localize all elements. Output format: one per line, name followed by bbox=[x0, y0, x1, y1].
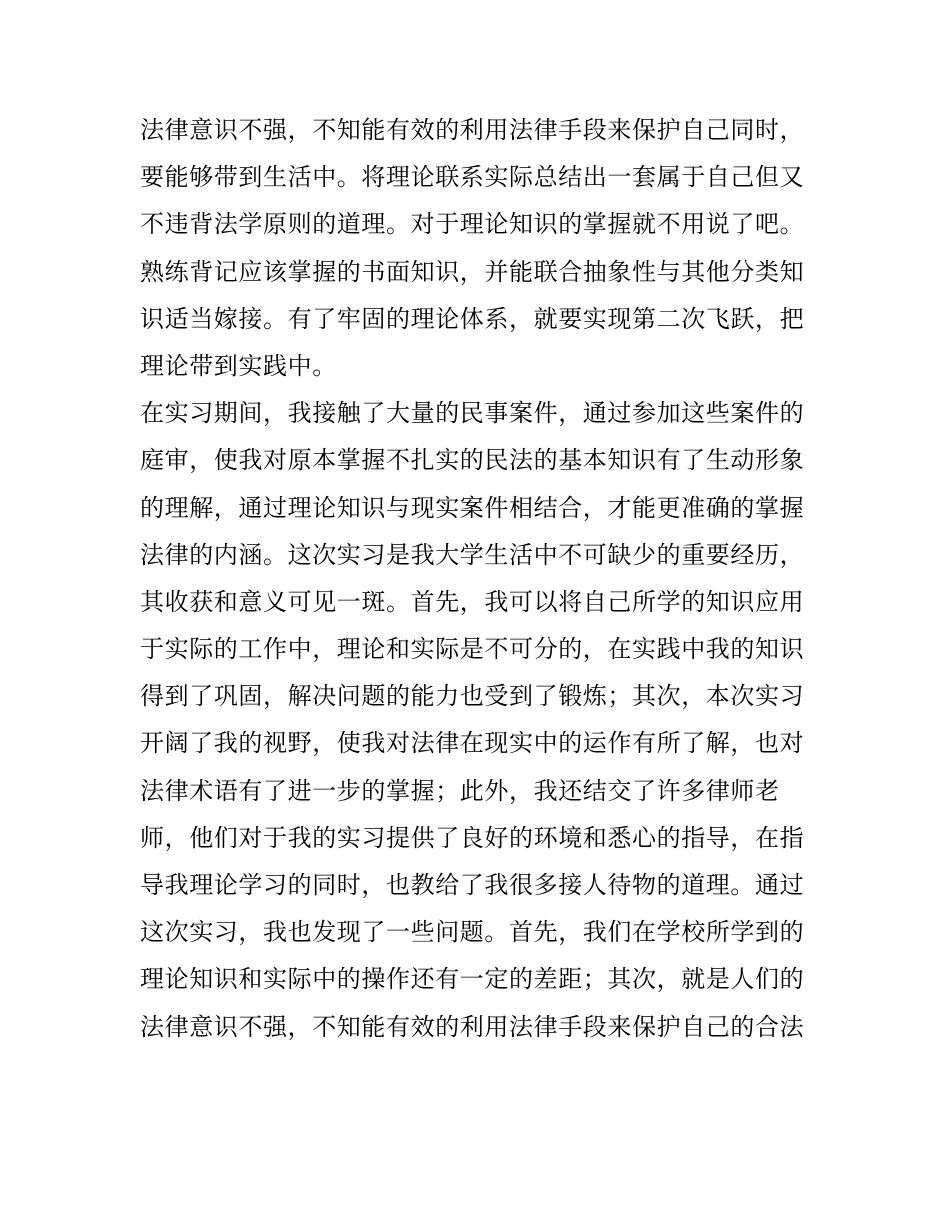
text-line: 这次实习，我也发现了一些问题。首先，我们在学校所学到的 bbox=[140, 918, 805, 947]
text-line: 理论知识和实际中的操作还有一定的差距；其次，就是人们的 bbox=[140, 965, 805, 994]
text-line: 法律术语有了进一步的掌握；此外，我还结交了许多律师老 bbox=[140, 776, 780, 805]
text-line: 法律的内涵。这次实习是我大学生活中不可缺少的重要经历， bbox=[140, 540, 805, 569]
body-text bbox=[140, 107, 830, 1051]
text-line: 师，他们对于我的实习提供了良好的环境和悉心的指导，在指 bbox=[140, 823, 805, 852]
text-line: 于实际的工作中，理论和实际是不可分的，在实践中我的知识 bbox=[140, 635, 805, 664]
text-line: 法律意识不强，不知能有效的利用法律手段来保护自己同时， bbox=[140, 116, 805, 144]
text-line: 不违背法学原则的道理。对于理论知识的掌握就不用说了吧。 bbox=[140, 210, 805, 239]
text-line: 其收获和意义可见一斑。首先，我可以将自己所学的知识应用 bbox=[140, 587, 805, 616]
text-line: 识适当嫁接。有了牢固的理论体系，就要实现第二次飞跃，把 bbox=[140, 304, 805, 333]
text-line: 导我理论学习的同时，也教给了我很多接人待物的道理。通过 bbox=[140, 871, 805, 899]
text-line: 熟练背记应该掌握的书面知识，并能联合抽象性与其他分类知 bbox=[140, 257, 805, 286]
text-line: 在实习期间，我接触了大量的民事案件，通过参加这些案件的 bbox=[140, 399, 805, 428]
text-line: 庭审，使我对原本掌握不扎实的民法的基本知识有了生动形象 bbox=[140, 446, 805, 475]
text-line: 得到了巩固，解决问题的能力也受到了锻炼；其次，本次实习 bbox=[140, 682, 805, 711]
text-line: 要能够带到生活中。将理论联系实际总结出一套属于自己但又 bbox=[140, 163, 805, 192]
text-line: 开阔了我的视野，使我对法律在现实中的运作有所了解，也对 bbox=[140, 729, 805, 758]
text-line: 理论带到实践中。 bbox=[140, 351, 337, 380]
text-line: 法律意识不强，不知能有效的利用法律手段来保护自己的合法 bbox=[140, 1012, 805, 1041]
text-line: 的理解，通过理论知识与现实案件相结合，才能更准确的掌握 bbox=[140, 493, 805, 522]
